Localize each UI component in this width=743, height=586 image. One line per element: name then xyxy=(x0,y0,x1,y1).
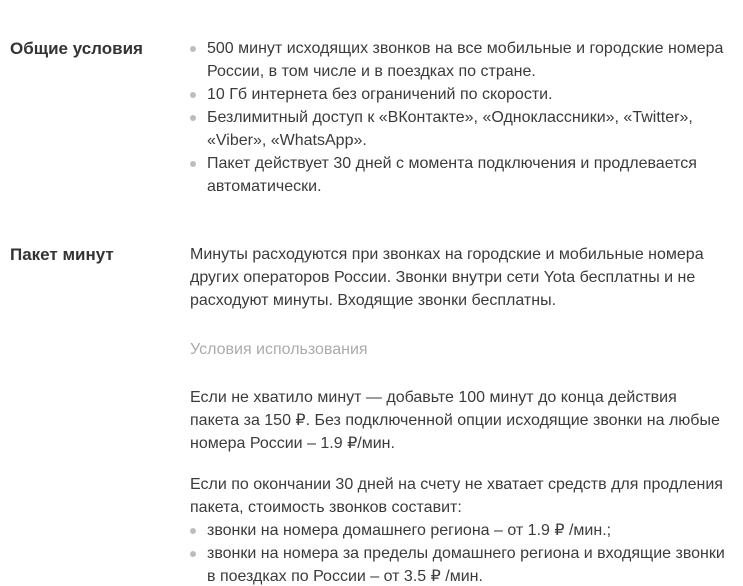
list-item-text: звонки на номера за пределы домашнего региона и входящие звонки в поездках по России – от 3.5 ₽ /мин. xyxy=(207,545,725,585)
list-item xyxy=(190,152,725,198)
bullet-icon xyxy=(190,528,196,534)
general-conditions-body xyxy=(190,37,725,198)
bullet-icon xyxy=(190,46,196,52)
list-item-text: 500 минут исходящих звонков на все мобильные и городские номера России, в том числе и в поездках по стране. xyxy=(207,40,724,80)
bullet-icon xyxy=(190,551,196,557)
minutes-intro-paragraph: Минуты расходуются при звонках на городские и мобильные номера других операторов России. Звонки внутри сети Yota бесплатны и не расходуют минуты. Входящие звонки бесплатны. xyxy=(190,246,704,309)
bullet-icon xyxy=(190,92,196,98)
list-item-text: Пакет действует 30 дней с момента подключения и продлевается автоматически. xyxy=(207,155,697,195)
general-conditions-list xyxy=(190,37,725,198)
extra-minutes-option-paragraph: Если не хватило минут — добавьте 100 минут до конца действия пакета за 150 ₽. Без подключенной опции исходящие звонки на любые номера России – 1.9 ₽/мин. xyxy=(190,389,720,452)
list-item-text: звонки на номера домашнего региона – от 1.9 ₽ /мин.; xyxy=(207,522,612,539)
list-item xyxy=(190,83,725,106)
bullet-icon xyxy=(190,161,196,167)
minutes-package-body xyxy=(190,243,725,586)
renewal-conditions-paragraph: Если по окончании 30 дней на счету не хватает средств для продления пакета, стоимость звонков составит: xyxy=(190,476,723,516)
general-conditions-heading: Общие условия xyxy=(10,39,143,58)
call-rates-list xyxy=(190,519,725,586)
list-item xyxy=(190,106,725,152)
list-item xyxy=(190,519,725,542)
list-item-text: Безлимитный доступ к «ВКонтакте», «Одноклассники», «Twitter», «Viber», «WhatsApp». xyxy=(207,109,693,149)
minutes-package-heading: Пакет минут xyxy=(10,245,114,264)
list-item xyxy=(190,37,725,83)
bullet-icon xyxy=(190,115,196,121)
section-general-conditions xyxy=(10,37,725,198)
section-minutes-package xyxy=(10,243,725,586)
list-item xyxy=(190,542,725,586)
usage-terms-subheading: Условия использования xyxy=(190,341,368,358)
list-item-text: 10 Гб интернета без ограничений по скорости. xyxy=(207,86,553,103)
